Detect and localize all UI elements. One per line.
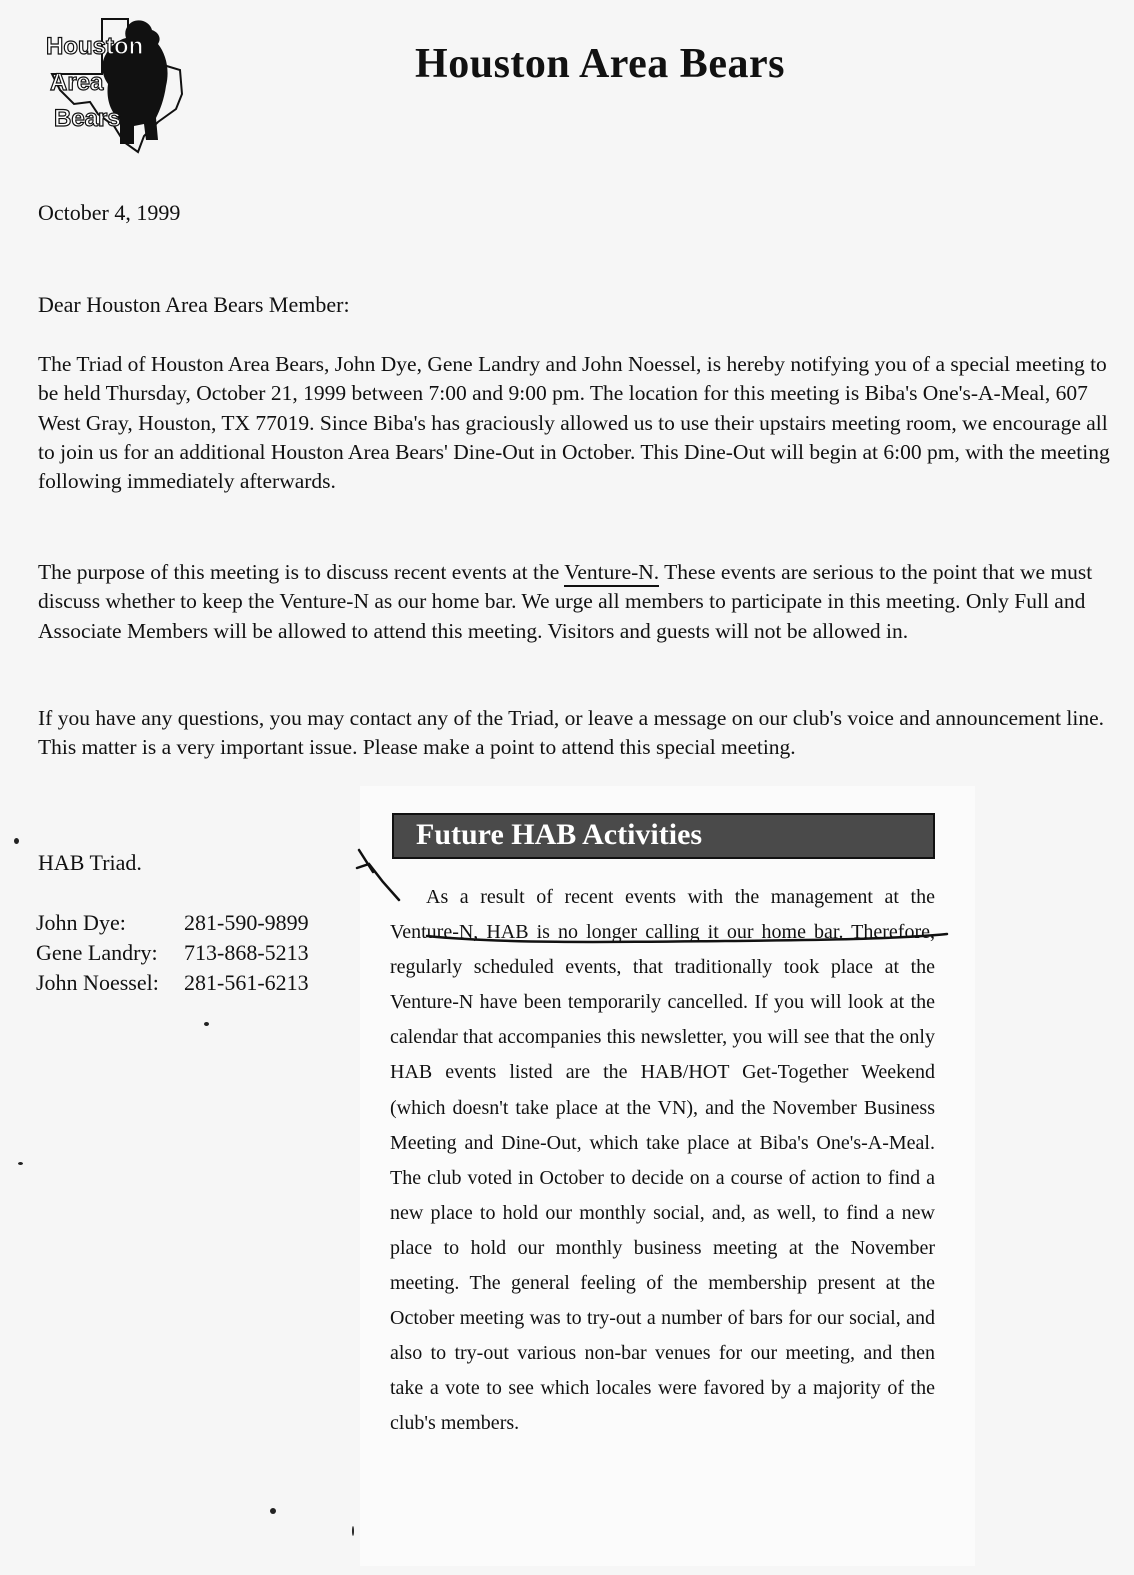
scan-speck (14, 838, 19, 844)
scan-speck (18, 1162, 23, 1165)
contact-row (36, 968, 309, 998)
salutation: Dear Houston Area Bears Member: (38, 292, 350, 317)
contact-name: Gene Landry: (36, 940, 158, 965)
letter-date: October 4, 1999 (38, 200, 181, 225)
logo-text-area: Area (50, 69, 104, 96)
article-heading: Future HAB Activities (416, 818, 703, 851)
page-title: Houston Area Bears (415, 41, 785, 87)
handwritten-underline (425, 930, 950, 946)
article-heading-bar (392, 813, 935, 859)
contact-name: John Noessel: (36, 970, 159, 995)
contact-phone: 713-868-5213 (184, 940, 309, 965)
contact-row (36, 938, 309, 968)
contact-list (36, 908, 309, 998)
scan-speck (270, 1508, 276, 1514)
article-body-text: As a result of recent events with the management at the Venture-N, HAB is no longer calling it our home bar. Therefore, regularly scheduled events, that traditionally took place at the Venture-N have been temporarily cancelled. If you will look at the calendar that accompanies this newsletter, you will see that the only HAB events listed are the HAB/HOT Get-Together Weekend (which doesn't take place at the VN), and the November Business Meeting and Dine-Out, which take place at Biba's One's-A-Meal. The club voted in October to decide on a course of action to find a new place to hold our monthly social, and, as well, to find a new place to hold our monthly business meeting at the November meeting. The general feeling of the membership present at the October meeting was to try-out a number of bars for our social, and also to try-out various non-bar venues for our meeting, and then take a vote to see which locales were favored by a majority of the club's members. (390, 886, 935, 1435)
contact-row (36, 908, 309, 938)
paragraph-purpose-after: These events are serious to the point that we must discuss whether to keep the Venture-N as our home bar. We urge all members to participate in this meeting. Only Full and Associate Members will be allowed to attend this meeting. Visitors and guests will not be allowed in. (38, 560, 1093, 643)
paragraph-contact: If you have any questions, you may contact any of the Triad, or leave a message on our club's voice and announcement line. This matter is a very important issue. Please make a point to attend this special meeting. (38, 706, 1105, 760)
contact-phone: 281-561-6213 (184, 970, 309, 995)
contact-name: John Dye: (36, 910, 126, 935)
logo-text-bears: Bears (54, 105, 121, 132)
article-body (390, 880, 935, 1442)
logo-text-houston: Houston (46, 33, 144, 60)
scan-speck (352, 1526, 354, 1536)
contact-phone: 281-590-9899 (184, 910, 309, 935)
paragraph-purpose (38, 558, 1113, 646)
scan-speck (204, 1022, 209, 1026)
signature: HAB Triad. (38, 850, 142, 875)
paragraph-meeting-notice: The Triad of Houston Area Bears, John Dye, Gene Landry and John Noessel, is hereby notifying you of a special meeting to be held Thursday, October 21, 1999 between 7:00 and 9:00 pm. The location for this meeting is Biba's One's-A-Meal, 607 West Gray, Houston, TX 77019. Since Biba's has graciously allowed us to use their upstairs meeting room, we encourage all to join us for an additional Houston Area Bears' Dine-Out in October. This Dine-Out will begin at 6:00 pm, with the meeting following immediately afterwards. (38, 352, 1110, 494)
underlined-venue-name: Venture-N. (564, 560, 659, 587)
paragraph-purpose-before: The purpose of this meeting is to discuss recent events at the (38, 560, 565, 584)
